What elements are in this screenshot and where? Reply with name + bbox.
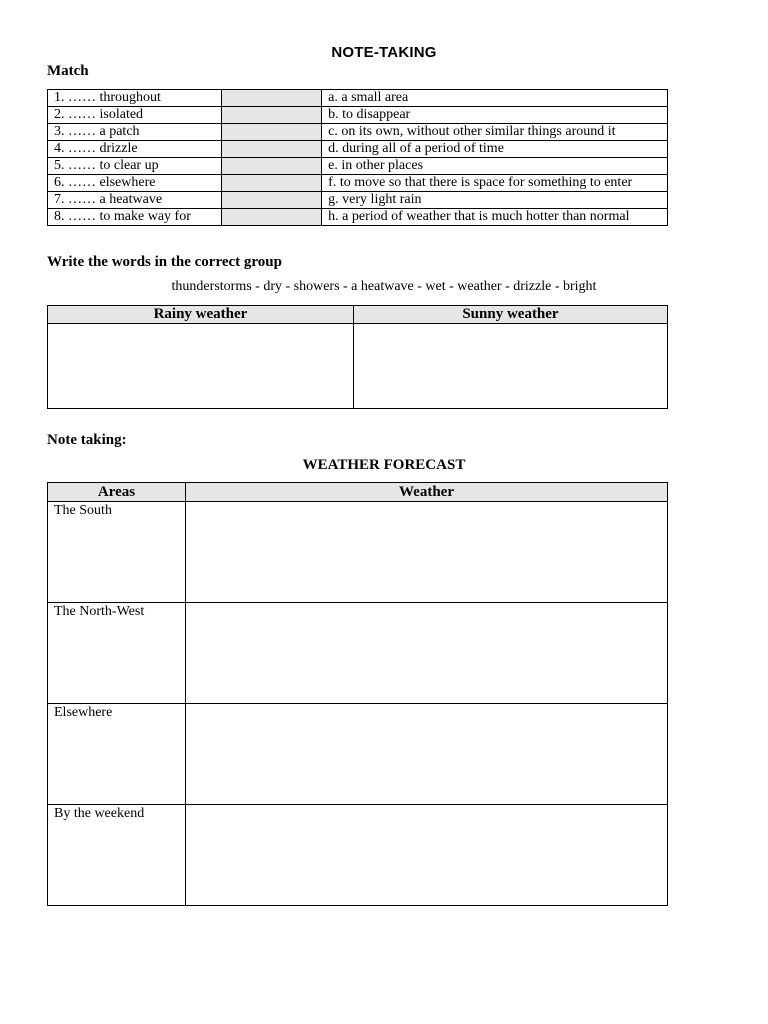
match-definition: a. a small area bbox=[322, 90, 668, 107]
note-taking-heading: Note taking: bbox=[47, 432, 127, 448]
match-row bbox=[48, 158, 668, 175]
area-label: Elsewhere bbox=[48, 704, 186, 805]
match-row bbox=[48, 209, 668, 226]
match-definition: e. in other places bbox=[322, 158, 668, 175]
match-word: 3. …… a patch bbox=[48, 124, 222, 141]
match-answer-blank[interactable] bbox=[221, 192, 321, 209]
match-definition: h. a period of weather that is much hotter than normal bbox=[322, 209, 668, 226]
sunny-weather-answer-cell[interactable] bbox=[353, 324, 667, 409]
match-definition: d. during all of a period of time bbox=[322, 141, 668, 158]
match-definition: g. very light rain bbox=[322, 192, 668, 209]
area-label: By the weekend bbox=[48, 805, 186, 906]
areas-header: Areas bbox=[48, 483, 186, 502]
match-answer-blank[interactable] bbox=[221, 209, 321, 226]
weather-answer-cell[interactable] bbox=[186, 704, 668, 805]
page-title: NOTE-TAKING bbox=[331, 44, 437, 61]
match-word: 5. …… to clear up bbox=[48, 158, 222, 175]
word-list: thunderstorms - dry - showers - a heatwave - wet - weather - drizzle - bright bbox=[171, 279, 597, 294]
forecast-row bbox=[48, 805, 668, 906]
forecast-title: WEATHER FORECAST bbox=[302, 457, 466, 473]
sunny-weather-header: Sunny weather bbox=[353, 306, 667, 324]
match-heading: Match bbox=[47, 63, 89, 79]
match-definition: c. on its own, without other similar things around it bbox=[322, 124, 668, 141]
weather-answer-cell[interactable] bbox=[186, 603, 668, 704]
forecast-row bbox=[48, 704, 668, 805]
match-answer-blank[interactable] bbox=[221, 107, 321, 124]
forecast-table bbox=[47, 482, 668, 906]
area-label: The North-West bbox=[48, 603, 186, 704]
match-row bbox=[48, 107, 668, 124]
match-word: 6. …… elsewhere bbox=[48, 175, 222, 192]
match-table bbox=[47, 89, 668, 226]
match-answer-blank[interactable] bbox=[221, 141, 321, 158]
weather-header: Weather bbox=[186, 483, 668, 502]
match-word: 4. …… drizzle bbox=[48, 141, 222, 158]
match-answer-blank[interactable] bbox=[221, 158, 321, 175]
match-answer-blank[interactable] bbox=[221, 124, 321, 141]
match-word: 8. …… to make way for bbox=[48, 209, 222, 226]
group-heading: Write the words in the correct group bbox=[47, 254, 282, 270]
weather-answer-cell[interactable] bbox=[186, 805, 668, 906]
match-row bbox=[48, 192, 668, 209]
match-row bbox=[48, 175, 668, 192]
forecast-row bbox=[48, 502, 668, 603]
match-definition: f. to move so that there is space for something to enter bbox=[322, 175, 668, 192]
match-row bbox=[48, 90, 668, 107]
weather-answer-cell[interactable] bbox=[186, 502, 668, 603]
match-row bbox=[48, 124, 668, 141]
match-word: 1. …… throughout bbox=[48, 90, 222, 107]
match-word: 2. …… isolated bbox=[48, 107, 222, 124]
match-definition: b. to disappear bbox=[322, 107, 668, 124]
match-row bbox=[48, 141, 668, 158]
forecast-row bbox=[48, 603, 668, 704]
match-word: 7. …… a heatwave bbox=[48, 192, 222, 209]
rainy-weather-header: Rainy weather bbox=[48, 306, 354, 324]
area-label: The South bbox=[48, 502, 186, 603]
rainy-weather-answer-cell[interactable] bbox=[48, 324, 354, 409]
group-table bbox=[47, 305, 668, 409]
match-answer-blank[interactable] bbox=[221, 90, 321, 107]
match-answer-blank[interactable] bbox=[221, 175, 321, 192]
